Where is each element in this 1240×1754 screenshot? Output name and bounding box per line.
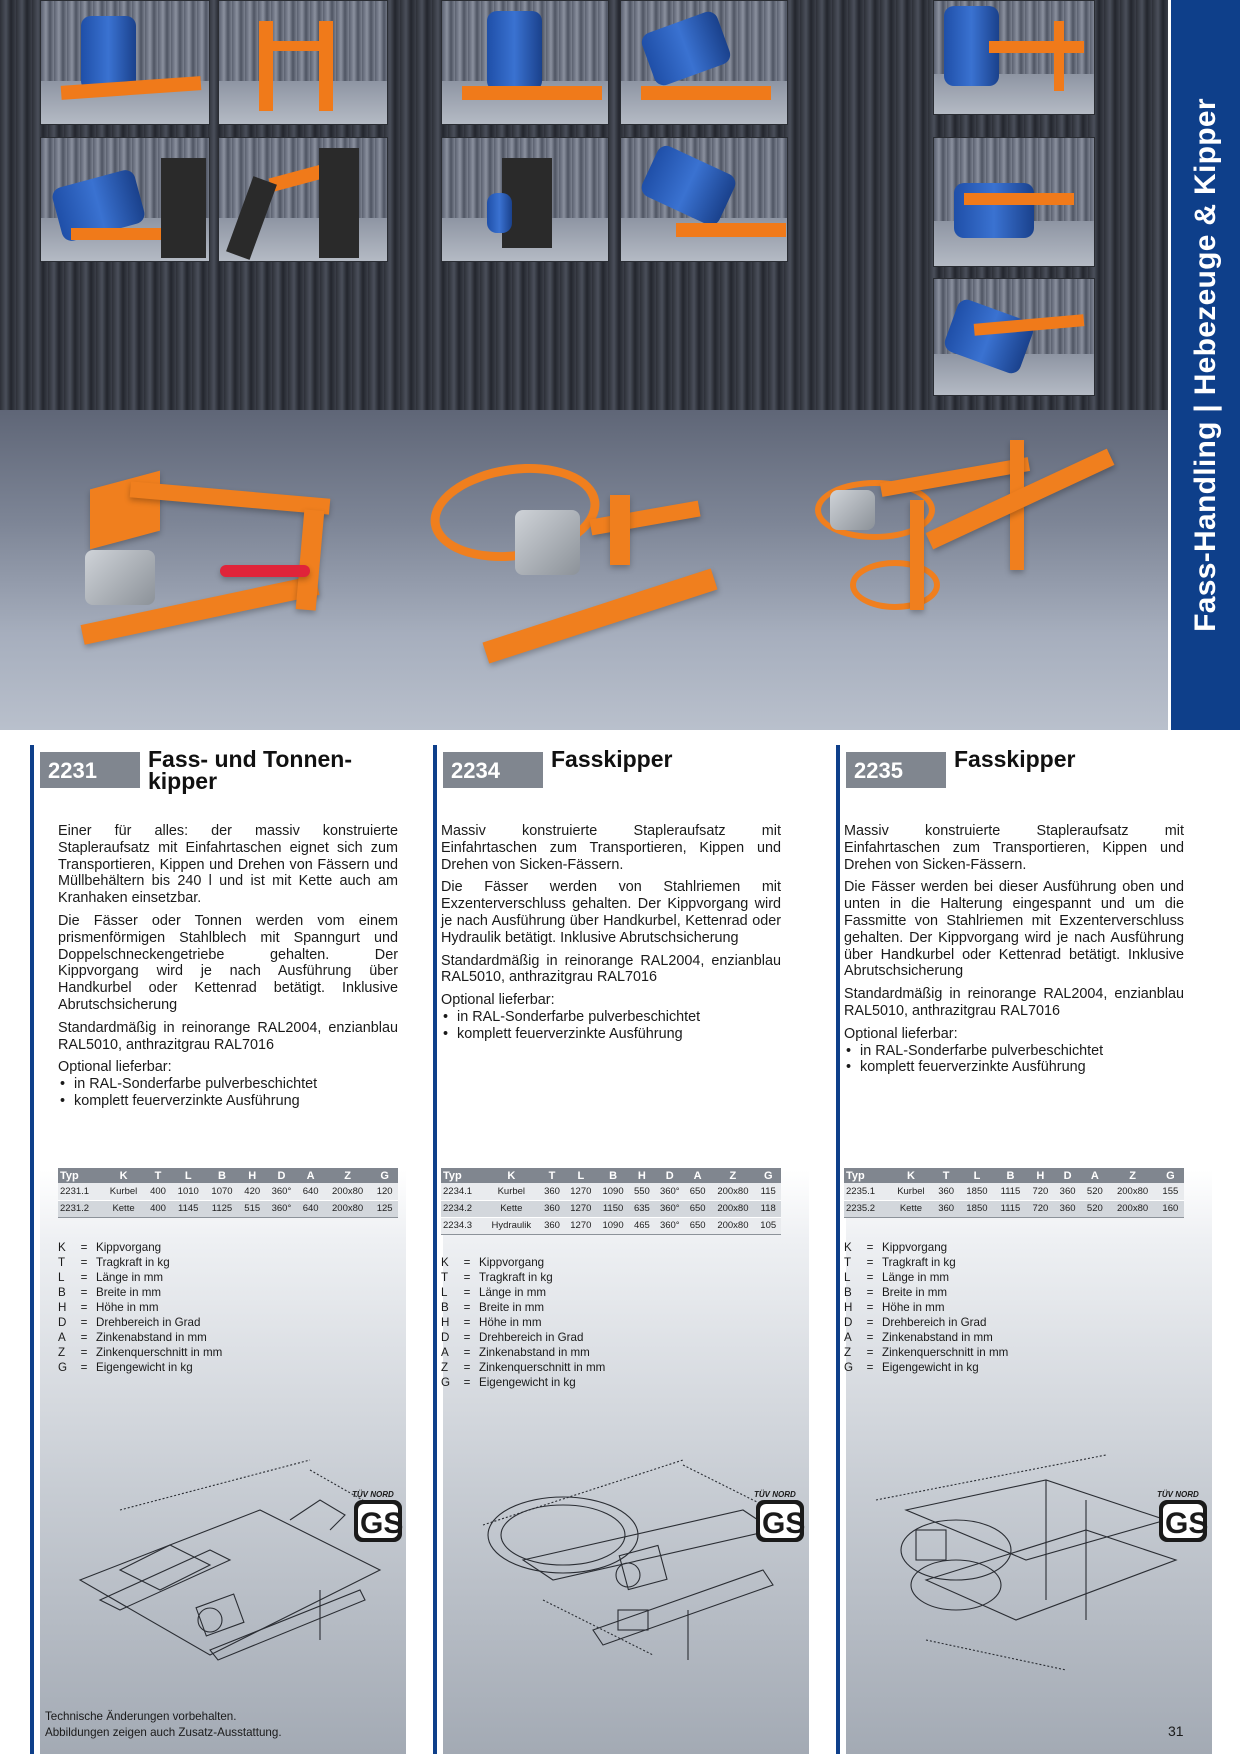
table-cell: 550 — [629, 1183, 654, 1200]
table-cell: 635 — [629, 1200, 654, 1217]
table-cell: 160 — [1157, 1200, 1184, 1217]
legend-value: Zinkenabstand in mm — [882, 1331, 993, 1344]
legend-value: Zinkenabstand in mm — [96, 1331, 207, 1344]
table-cell: Kurbel — [889, 1183, 932, 1200]
table-cell: 720 — [1027, 1200, 1054, 1217]
legend-value: Tragkraft in kg — [479, 1271, 553, 1284]
table-cell: 200x80 — [710, 1217, 755, 1234]
legend-key: Z — [58, 1346, 66, 1359]
legend-equals: = — [463, 1361, 471, 1374]
table-header-cell: Z — [324, 1168, 371, 1183]
table-cell: 520 — [1081, 1183, 1108, 1200]
legend-key: Z — [844, 1346, 852, 1359]
table-header-cell: G — [755, 1168, 781, 1183]
legend-row — [844, 1255, 1104, 1270]
legend-key: D — [441, 1331, 450, 1344]
legend-key: Z — [441, 1361, 449, 1374]
table-cell: 1125 — [205, 1200, 239, 1217]
product-column-2234 — [433, 745, 809, 1754]
table-header-cell: Typ — [441, 1168, 483, 1183]
table-header-cell: A — [297, 1168, 324, 1183]
table-cell: 1115 — [994, 1200, 1027, 1217]
legend-row — [58, 1360, 318, 1375]
product-code: 2235 — [846, 752, 946, 788]
hero-photo-collage — [0, 0, 1168, 730]
table-cell: 2231.1 — [58, 1183, 102, 1200]
table-header-cell: L — [565, 1168, 597, 1183]
product-title: Fasskipper — [954, 746, 1076, 772]
table-cell: 360 — [539, 1200, 564, 1217]
table-cell: Kurbel — [102, 1183, 144, 1200]
option-list — [441, 1009, 781, 1043]
description-paragraph: Die Fässer werden von Stahlriemen mit Exzenterverschluss gehalten. Der Kippvorgang wird je nach Ausführung über Handkurbel, Kettenrad oder Hydraulik betätigt. Inklusive Abrutschsicherung — [441, 879, 781, 946]
table-header-cell: D — [266, 1168, 298, 1183]
table-cell: 2234.3 — [441, 1217, 483, 1234]
table-header-cell: H — [239, 1168, 266, 1183]
legend-key: H — [844, 1301, 853, 1314]
table-row — [58, 1200, 398, 1217]
table-cell: 200x80 — [710, 1183, 755, 1200]
legend-value: Tragkraft in kg — [96, 1256, 170, 1269]
legend-value: Drehbereich in Grad — [479, 1331, 584, 1344]
legend-equals: = — [866, 1241, 874, 1254]
technical-drawing — [443, 1450, 783, 1690]
gs-label: GS — [762, 1507, 806, 1540]
table-header-row — [441, 1168, 781, 1183]
legend-equals: = — [80, 1286, 88, 1299]
gs-label: GS — [360, 1507, 404, 1540]
legend-key: A — [58, 1331, 66, 1344]
legend-row — [844, 1270, 1104, 1285]
spec-table — [441, 1168, 781, 1235]
tuv-label: TÜV NORD — [754, 1490, 796, 1499]
footnote-line: Technische Änderungen vorbehalten. — [45, 1710, 237, 1723]
legend-value: Breite in mm — [882, 1286, 948, 1299]
legend-key: H — [58, 1301, 67, 1314]
legend-key: K — [844, 1241, 852, 1254]
legend-key: D — [844, 1316, 853, 1329]
table-cell: 360° — [266, 1200, 298, 1217]
table-cell: 2235.2 — [844, 1200, 889, 1217]
legend-key: A — [844, 1331, 852, 1344]
legend — [844, 1240, 1104, 1375]
legend-value: Eigengewicht in kg — [882, 1361, 979, 1374]
product-photo-2234 — [420, 455, 740, 665]
legend-value: Zinkenabstand in mm — [479, 1346, 590, 1359]
legend-value: Höhe in mm — [479, 1316, 542, 1329]
legend-key: K — [58, 1241, 66, 1254]
spec-table — [58, 1168, 398, 1218]
table-header-cell: T — [933, 1168, 960, 1183]
table-cell: 2234.2 — [441, 1200, 483, 1217]
legend-row — [58, 1255, 318, 1270]
table-cell: 1850 — [960, 1183, 994, 1200]
product-code: 2231 — [40, 752, 140, 788]
legend-equals: = — [866, 1331, 874, 1344]
legend-row — [58, 1270, 318, 1285]
table-header-cell: Z — [710, 1168, 755, 1183]
legend-key: L — [58, 1271, 65, 1284]
legend-value: Höhe in mm — [96, 1301, 159, 1314]
legend-key: B — [844, 1286, 852, 1299]
optional-label: Optional lieferbar: — [844, 1025, 958, 1042]
legend-equals: = — [463, 1271, 471, 1284]
legend-key: B — [441, 1301, 449, 1314]
table-row — [441, 1200, 781, 1217]
table-header-cell: D — [1054, 1168, 1081, 1183]
legend-equals: = — [463, 1301, 471, 1314]
photo-thumbnail — [40, 0, 210, 125]
legend-equals: = — [80, 1346, 88, 1359]
table-cell: 400 — [145, 1183, 172, 1200]
option-item: • komplett feuerverzinkte Ausführung — [58, 1093, 398, 1110]
description-paragraph: Die Fässer werden bei dieser Ausführung oben und unten in die Halterung eingespannt und um die Fassmitte von Stahlriemen mit Exzenterverschluss gehalten. Der Kippvorgang wird je nach Ausführung über Handkurbel oder Kettenrad betätigt. Inklusive Abrutschsicherung — [844, 879, 1184, 980]
tuv-label: TÜV NORD — [1157, 1490, 1199, 1499]
table-cell: 200x80 — [324, 1200, 371, 1217]
legend-key: B — [58, 1286, 66, 1299]
table-header-cell: B — [597, 1168, 629, 1183]
product-column-2235 — [836, 745, 1212, 1754]
optional-label: Optional lieferbar: — [441, 992, 555, 1009]
legend-equals: = — [866, 1286, 874, 1299]
legend-key: A — [441, 1346, 449, 1359]
legend-equals: = — [80, 1361, 88, 1374]
table-cell: 1150 — [597, 1200, 629, 1217]
table-cell: 1115 — [994, 1183, 1027, 1200]
table-cell: 360 — [1054, 1200, 1081, 1217]
legend-key: T — [844, 1256, 852, 1269]
table-header-cell: K — [889, 1168, 932, 1183]
legend-equals: = — [80, 1256, 88, 1269]
table-cell: 360 — [539, 1183, 564, 1200]
table-cell: 360 — [933, 1200, 960, 1217]
legend-key: G — [441, 1376, 451, 1389]
legend-equals: = — [463, 1316, 471, 1329]
gs-certification-logo — [752, 1488, 806, 1549]
chapter-side-bar — [1168, 0, 1240, 730]
table-header-cell: D — [655, 1168, 685, 1183]
legend-row — [441, 1330, 701, 1345]
product-column-2231 — [30, 745, 406, 1754]
table-cell: Kette — [483, 1200, 539, 1217]
legend-row — [58, 1240, 318, 1255]
page-number: 31 — [1168, 1723, 1184, 1739]
legend-row — [58, 1300, 318, 1315]
chapter-title: Fass-Handling | Hebezeuge & Kipper — [1188, 98, 1222, 632]
legend-value: Tragkraft in kg — [882, 1256, 956, 1269]
product-photo-2235 — [810, 420, 1130, 650]
table-header-cell: T — [539, 1168, 564, 1183]
table-cell: 105 — [755, 1217, 781, 1234]
legend-value: Zinkenquerschnitt in mm — [882, 1346, 1009, 1359]
legend-value: Kippvorgang — [882, 1241, 948, 1254]
photo-thumbnail — [441, 137, 609, 262]
photo-thumbnail — [933, 278, 1095, 396]
table-cell: 118 — [755, 1200, 781, 1217]
option-item: • in RAL-Sonderfarbe pulverbeschichtet — [441, 1009, 781, 1026]
technical-drawing — [846, 1450, 1186, 1690]
legend-row — [844, 1360, 1104, 1375]
legend-row — [441, 1315, 701, 1330]
legend-equals: = — [80, 1271, 88, 1284]
table-cell: 200x80 — [324, 1183, 371, 1200]
option-item: • in RAL-Sonderfarbe pulverbeschichtet — [58, 1076, 398, 1093]
photo-thumbnail — [620, 137, 788, 262]
table-cell: 200x80 — [1108, 1200, 1156, 1217]
legend-equals: = — [866, 1256, 874, 1269]
table-cell: 1070 — [205, 1183, 239, 1200]
legend-equals: = — [80, 1316, 88, 1329]
column-rule — [836, 745, 840, 1754]
table-header-cell: Typ — [58, 1168, 102, 1183]
column-rule — [30, 745, 34, 1754]
table-header-cell: B — [994, 1168, 1027, 1183]
table-cell: 1145 — [171, 1200, 205, 1217]
table-cell: 155 — [1157, 1183, 1184, 1200]
legend-equals: = — [463, 1256, 471, 1269]
description-paragraph: Die Fässer oder Tonnen werden vom einem prismenförmigen Stahlblech mit Spanngurt und Doppelschneckengetriebe gehalten. Der Kippvorgang wird je nach Ausführung über Handkurbel oder Kettenrad betätigt. Inklusive Abrutschsicherung — [58, 912, 398, 1013]
photo-thumbnail — [40, 137, 210, 262]
table-header-cell: K — [483, 1168, 539, 1183]
table-header-cell: T — [145, 1168, 172, 1183]
legend-equals: = — [463, 1346, 471, 1359]
product-title: Fasskipper — [551, 746, 673, 772]
legend-equals: = — [866, 1316, 874, 1329]
table-cell: 1270 — [565, 1200, 597, 1217]
legend-key: L — [844, 1271, 851, 1284]
table-header-cell: Z — [1108, 1168, 1156, 1183]
table-cell: Hydraulik — [483, 1217, 539, 1234]
table-cell: 2234.1 — [441, 1183, 483, 1200]
product-description — [441, 823, 781, 1043]
legend-row — [441, 1270, 701, 1285]
table-row — [844, 1200, 1184, 1217]
description-paragraph: Massiv konstruierte Stapleraufsatz mit Einfahrtaschen zum Transportieren, Kippen und Drehen von Sicken-Fässern. — [844, 823, 1184, 873]
description-paragraph: Standardmäßig in reinorange RAL2004, enzianblau RAL5010, anthrazitgrau RAL7016 — [441, 952, 781, 986]
photo-thumbnail — [620, 0, 788, 125]
table-row — [844, 1183, 1184, 1200]
legend-equals: = — [866, 1361, 874, 1374]
description-paragraph: Massiv konstruierte Stapleraufsatz mit Einfahrtaschen zum Transportieren, Kippen und Drehen von Sicken-Fässern. — [441, 823, 781, 873]
table-cell: 360° — [655, 1200, 685, 1217]
table-header-row — [844, 1168, 1184, 1183]
legend-row — [441, 1300, 701, 1315]
optional-label: Optional lieferbar: — [58, 1059, 172, 1076]
technical-drawing — [60, 1450, 400, 1690]
legend-value: Drehbereich in Grad — [96, 1316, 201, 1329]
legend-value: Kippvorgang — [479, 1256, 545, 1269]
table-cell: Kurbel — [483, 1183, 539, 1200]
legend-value: Drehbereich in Grad — [882, 1316, 987, 1329]
legend-equals: = — [80, 1301, 88, 1314]
legend-equals: = — [463, 1331, 471, 1344]
legend-equals: = — [463, 1376, 471, 1389]
table-cell: 1850 — [960, 1200, 994, 1217]
legend-equals: = — [866, 1346, 874, 1359]
table-header-cell: L — [960, 1168, 994, 1183]
legend-equals: = — [463, 1286, 471, 1299]
legend-row — [441, 1255, 701, 1270]
table-cell: 650 — [685, 1217, 710, 1234]
legend-row — [58, 1285, 318, 1300]
column-rule — [433, 745, 437, 1754]
table-cell: 1270 — [565, 1183, 597, 1200]
option-item: • komplett feuerverzinkte Ausführung — [441, 1026, 781, 1043]
footnote-line: Abbildungen zeigen auch Zusatz-Ausstattung. — [45, 1726, 282, 1739]
table-cell: 640 — [297, 1183, 324, 1200]
option-list — [844, 1043, 1184, 1077]
table-cell: 360 — [933, 1183, 960, 1200]
table-cell: 360 — [539, 1217, 564, 1234]
legend — [441, 1255, 701, 1390]
table-cell: 2231.2 — [58, 1200, 102, 1217]
table-header-cell: K — [102, 1168, 144, 1183]
table-cell: 200x80 — [710, 1200, 755, 1217]
photo-thumbnail — [933, 137, 1095, 267]
table-cell: 1010 — [171, 1183, 205, 1200]
photo-thumbnail — [218, 0, 388, 125]
legend-row — [441, 1360, 701, 1375]
table-header-cell: G — [371, 1168, 398, 1183]
description-paragraph: Einer für alles: der massiv konstruierte Stapleraufsatz mit Einfahrtaschen eignet sich zum Transportieren, Kippen und Drehen von Fässern und Müllbehältern bis 240 l und ist mit Kette auch am Kranhaken einsetzbar. — [58, 823, 398, 907]
table-cell: 465 — [629, 1217, 654, 1234]
table-row — [441, 1183, 781, 1200]
table-header-cell: Typ — [844, 1168, 889, 1183]
legend-key: L — [441, 1286, 448, 1299]
table-header-cell: G — [1157, 1168, 1184, 1183]
table-cell: 650 — [685, 1200, 710, 1217]
legend-value: Zinkenquerschnitt in mm — [479, 1361, 606, 1374]
legend-equals: = — [80, 1241, 88, 1254]
legend-row — [844, 1315, 1104, 1330]
product-photo-2231 — [70, 450, 340, 650]
table-cell: 360 — [1054, 1183, 1081, 1200]
legend-key: T — [441, 1271, 449, 1284]
legend-equals: = — [866, 1301, 874, 1314]
legend-key: G — [844, 1361, 854, 1374]
table-cell: 120 — [371, 1183, 398, 1200]
legend-value: Höhe in mm — [882, 1301, 945, 1314]
table-header-row — [58, 1168, 398, 1183]
photo-thumbnail — [441, 0, 609, 125]
legend-row — [844, 1300, 1104, 1315]
legend-row — [58, 1345, 318, 1360]
option-item: • in RAL-Sonderfarbe pulverbeschichtet — [844, 1043, 1184, 1060]
legend-value: Breite in mm — [479, 1301, 545, 1314]
legend-equals: = — [866, 1271, 874, 1284]
table-cell: Kette — [102, 1200, 144, 1217]
description-paragraph: Standardmäßig in reinorange RAL2004, enzianblau RAL5010, anthrazitgrau RAL7016 — [58, 1019, 398, 1053]
gs-certification-logo — [1155, 1488, 1209, 1549]
table-header-cell: H — [629, 1168, 654, 1183]
legend-row — [844, 1285, 1104, 1300]
legend-row — [441, 1375, 701, 1390]
product-description — [844, 823, 1184, 1076]
legend-key: K — [441, 1256, 449, 1269]
table-header-cell: A — [685, 1168, 710, 1183]
table-row — [58, 1183, 398, 1200]
table-cell: 640 — [297, 1200, 324, 1217]
table-header-cell: B — [205, 1168, 239, 1183]
legend-row — [844, 1330, 1104, 1345]
table-cell: 2235.1 — [844, 1183, 889, 1200]
spec-table — [844, 1168, 1184, 1218]
table-cell: 420 — [239, 1183, 266, 1200]
table-cell: 1090 — [597, 1217, 629, 1234]
table-header-cell: A — [1081, 1168, 1108, 1183]
table-cell: 115 — [755, 1183, 781, 1200]
table-cell: 1090 — [597, 1183, 629, 1200]
photo-thumbnail — [933, 0, 1095, 115]
legend-key: H — [441, 1316, 450, 1329]
table-header-cell: H — [1027, 1168, 1054, 1183]
table-cell: Kette — [889, 1200, 932, 1217]
legend-row — [844, 1240, 1104, 1255]
table-cell: 125 — [371, 1200, 398, 1217]
legend-row — [844, 1345, 1104, 1360]
legend-value: Eigengewicht in kg — [96, 1361, 193, 1374]
legend-value: Länge in mm — [479, 1286, 547, 1299]
table-cell: 650 — [685, 1183, 710, 1200]
legend-value: Länge in mm — [96, 1271, 164, 1284]
legend-key: D — [58, 1316, 67, 1329]
legend-equals: = — [80, 1331, 88, 1344]
table-header-cell: L — [171, 1168, 205, 1183]
product-title: Fass- und Tonnen- kipper — [148, 746, 353, 794]
table-cell: 520 — [1081, 1200, 1108, 1217]
table-cell: 1270 — [565, 1217, 597, 1234]
footnote — [45, 1709, 282, 1741]
table-cell: 720 — [1027, 1183, 1054, 1200]
legend-row — [441, 1345, 701, 1360]
legend-value: Eigengewicht in kg — [479, 1376, 576, 1389]
legend-row — [58, 1315, 318, 1330]
table-cell: 360° — [655, 1217, 685, 1234]
table-cell: 400 — [145, 1200, 172, 1217]
table-cell: 360° — [655, 1183, 685, 1200]
legend-key: T — [58, 1256, 66, 1269]
legend-row — [58, 1330, 318, 1345]
legend-value: Kippvorgang — [96, 1241, 162, 1254]
tuv-label: TÜV NORD — [352, 1490, 394, 1499]
product-code: 2234 — [443, 752, 543, 788]
product-description — [58, 823, 398, 1110]
table-row — [441, 1217, 781, 1234]
gs-label: GS — [1165, 1507, 1209, 1540]
legend — [58, 1240, 318, 1375]
photo-thumbnail — [218, 137, 388, 262]
gs-certification-logo — [350, 1488, 404, 1549]
description-paragraph: Standardmäßig in reinorange RAL2004, enzianblau RAL5010, anthrazitgrau RAL7016 — [844, 986, 1184, 1019]
legend-value: Breite in mm — [96, 1286, 162, 1299]
legend-row — [441, 1285, 701, 1300]
table-cell: 360° — [266, 1183, 298, 1200]
option-item: • komplett feuerverzinkte Ausführung — [844, 1059, 1184, 1076]
legend-value: Länge in mm — [882, 1271, 950, 1284]
legend-key: G — [58, 1361, 68, 1374]
table-cell: 200x80 — [1108, 1183, 1156, 1200]
legend-value: Zinkenquerschnitt in mm — [96, 1346, 223, 1359]
option-list — [58, 1076, 398, 1110]
table-cell: 515 — [239, 1200, 266, 1217]
